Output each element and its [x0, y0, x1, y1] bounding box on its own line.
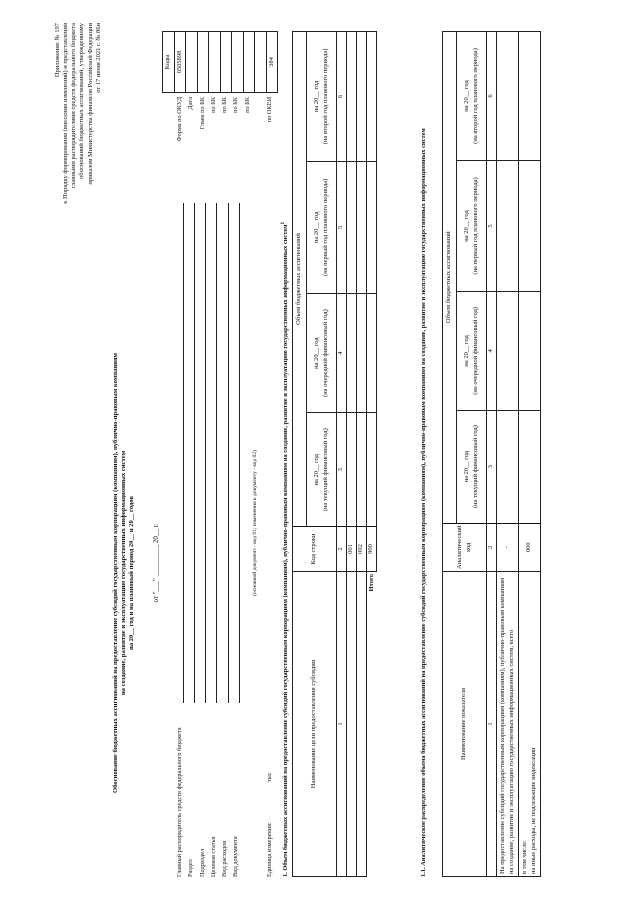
- s1-cell: [367, 31, 377, 161]
- appendix-line: обоснований бюджетных ассигнований, утвержденному: [78, 22, 86, 179]
- code-bk: [220, 31, 232, 92]
- s11-num: 6: [487, 31, 497, 160]
- s1-num: 5: [337, 161, 347, 293]
- section1-table: [292, 31, 377, 877]
- s11-num: 3: [487, 410, 497, 523]
- label-bk: по БК: [232, 96, 240, 113]
- s1-num: 4: [337, 293, 347, 413]
- s11-cell: [497, 410, 519, 523]
- s11-num: 1: [487, 571, 497, 876]
- code-bk: [232, 31, 244, 92]
- s1-group: Объем бюджетных ассигнований: [293, 31, 307, 526]
- appendix-line: главными распорядителями средств федерального бюджета: [70, 22, 78, 188]
- field-cs: Целевая статья: [209, 836, 217, 877]
- header-fields: [174, 197, 276, 877]
- s1-cell: [367, 412, 377, 526]
- rotated-document-page: [40, 13, 600, 893]
- field-podrazdel: Подраздел: [198, 848, 206, 877]
- rule: [205, 203, 206, 703]
- label-bk: по БК: [221, 96, 229, 113]
- s1-num: 2: [337, 526, 347, 571]
- label-bk: по БК: [243, 96, 251, 113]
- s11-num: 4: [487, 291, 497, 410]
- rule: [194, 203, 195, 703]
- field-unit: [264, 197, 275, 877]
- unit-label: Единица измерения:: [266, 821, 274, 877]
- s1-col-code: Код строки: [293, 526, 337, 571]
- section11-title: 1.1. Аналитическое распределение объема бюджетных ассигнований на предоставление субсидий государственным корпорациям (компаниям), публично-правовым компаниям на создание, развитие и эксплуатацию государственных информационных систем: [420, 127, 427, 877]
- label-bk: по БК: [209, 96, 217, 113]
- code-bk: [209, 31, 221, 92]
- s1-total-code: 900: [367, 526, 377, 571]
- unit-value: тыс: [266, 771, 274, 782]
- s11-year-2: на 20__ год (на очередной финансовый год): [457, 291, 487, 410]
- title-line-1: Обоснование бюджетных ассигнований на предоставление субсидий государственным корпорациям (компаниям), публично-правовым компаниям: [112, 352, 119, 793]
- s11-cell: [497, 31, 519, 160]
- s1-cell: [367, 161, 377, 293]
- s1-cell: [357, 412, 367, 526]
- s11-row2-code: 000: [519, 523, 541, 571]
- s11-year-4: на 20__ год (на второй год планового периода): [457, 31, 487, 160]
- appendix-block: [54, 23, 103, 293]
- s1-year-3: на 20__ год (на первый год планового периода): [307, 161, 337, 293]
- document-title: [112, 273, 137, 873]
- appendix-line: приказом Министерства финансов Российской Федерации: [86, 22, 94, 185]
- s1-year-1: на 20__ год (на текущий финансовый год): [307, 412, 337, 526]
- s11-num: 2: [487, 523, 497, 571]
- codes-header: Коды: [163, 31, 175, 92]
- s11-num: 5: [487, 160, 497, 291]
- s1-num: 6: [337, 31, 347, 161]
- field-vd: Вид документа: [232, 835, 240, 877]
- s11-row1-code: -: [497, 523, 519, 571]
- appendix-line: к Порядку формирования (внесения изменений) и представления: [62, 22, 70, 204]
- s11-cell: [519, 410, 541, 523]
- s1-num: 1: [337, 571, 347, 876]
- s1-code: 001: [347, 526, 357, 571]
- label-okud: Форма по ОКУД: [176, 96, 183, 141]
- s11-group: Объем бюджетных ассигнований: [443, 31, 457, 523]
- s11-col-code: Аналитический код: [443, 523, 487, 571]
- rule: [228, 203, 229, 703]
- title-line-2: на создание, развитие и эксплуатацию государственных информационных систем: [120, 450, 128, 695]
- s1-code: 002: [357, 526, 367, 571]
- s1-cell: [347, 293, 357, 413]
- s1-cell: [357, 161, 367, 293]
- s11-row2-label: в том числе: на иные расходы, не подлежащие индексации: [519, 571, 541, 876]
- s11-cell: [519, 291, 541, 410]
- s1-cell: [347, 571, 357, 876]
- s1-cell: [347, 161, 357, 293]
- field-gr: Главный распорядитель средств федерального бюджета: [176, 726, 183, 877]
- s1-year-2: на 20__ год (на очередной финансовый год): [307, 293, 337, 413]
- rule: [216, 203, 217, 703]
- codes-labels: [174, 97, 276, 193]
- code-empty: [255, 31, 267, 92]
- s1-cell: [347, 412, 357, 526]
- rule: [183, 203, 184, 703]
- s1-total-label: Итого: [367, 571, 377, 876]
- s11-cell: [519, 31, 541, 160]
- type-note: (основной документ - код 01; изменения к документу - код 02): [252, 449, 258, 596]
- label-glava: Глава по БК: [198, 96, 206, 129]
- s11-col-name: Наименование показателя: [443, 571, 487, 876]
- code-date: [186, 31, 198, 92]
- label-date: Дата: [187, 96, 195, 110]
- label-okei: по ОКЕИ: [266, 96, 274, 122]
- s1-cell: [367, 293, 377, 413]
- s1-year-4: на 20__ год (на второй год планового периода): [307, 31, 337, 161]
- code-okei: 384: [266, 31, 278, 92]
- s1-col-name: Наименование цели предоставления субсидии: [293, 571, 337, 876]
- s1-cell: [347, 31, 357, 161]
- section1-title: 1. Объем бюджетных ассигнований на предоставление субсидий государственным корпорациям (компаниям), публично-правовым компаниям на создание, развитие и эксплуатацию государственных информационных систем$^1$: [280, 221, 290, 877]
- date-line: от "___" _________ 20__ г.: [152, 523, 160, 603]
- field-vr: Вид расходов: [221, 840, 229, 877]
- s11-cell: [519, 160, 541, 291]
- s11-year-3: на 20__ год (на первый год планового периода): [457, 160, 487, 291]
- s1-cell: [357, 293, 367, 413]
- codes-table: [162, 31, 278, 93]
- section11-table: [442, 31, 541, 877]
- appendix-line: от 17 июня 2021 г. № 86н: [94, 22, 102, 93]
- field-razdel: Раздел: [187, 858, 195, 877]
- s1-cell: [357, 571, 367, 876]
- s1-num: 3: [337, 412, 347, 526]
- s11-year-1: на 20__ год (на текущий финансовый год): [457, 410, 487, 523]
- s1-cell: [357, 31, 367, 161]
- s11-row1-label: На предоставление субсидий государственным корпорациям (компаниям), публично-правовым компаниям на создание, развитие и эксплуатацию государственных информационных систем, всего: [497, 571, 519, 876]
- rule: [239, 203, 240, 703]
- code-okud: 0505898: [174, 31, 186, 92]
- appendix-title: Приложение № 197: [54, 22, 61, 77]
- title-line-3: на 20__ год и на плановый период 20__ и 20__ годов: [128, 495, 136, 650]
- code-glava: [197, 31, 209, 92]
- code-bk: [243, 31, 255, 92]
- s11-cell: [497, 160, 519, 291]
- label-empty: [253, 97, 264, 193]
- s11-cell: [497, 291, 519, 410]
